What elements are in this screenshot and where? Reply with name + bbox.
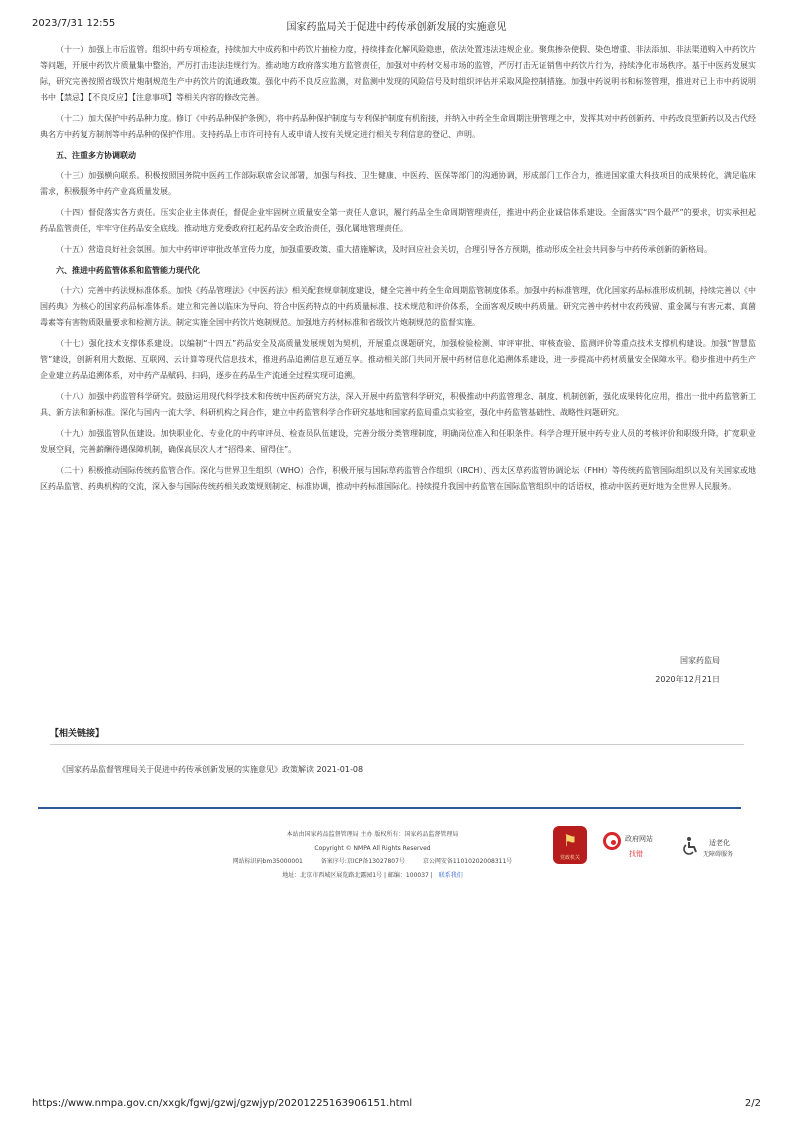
paragraph-17: （十七）强化技术支撑体系建设。以编制“十四五”药品安全及高质量发展规划为契机，开展重点课题研究，加强检验检测、审评审批、审核查验、监测评价等重点技术支撑机构建设。加强“智慧监管”建设，创新利用大数据、互联网、云计算等现代信息技术，推进药品追溯信息互通互享。推动相关部门共同开展中药材信息化追溯体系建设，进一步提高中药材质量安全保障水平。稳步推进中药生产企业建立药品追溯体系，对中药产品赋码、扫码，逐步在药品生产流通全过程实现可追溯。 <box>40 339 756 380</box>
party-gov-badge[interactable] <box>553 826 587 864</box>
page-number: 2/2 <box>744 1098 761 1109</box>
accessibility-line1: 适老化 <box>709 839 730 847</box>
footer-sponsor: 本站由国家药品监督管理局 主办 版权所有：国家药品监督管理局 <box>286 831 459 838</box>
paragraph-18: （十八）加强中药监管科学研究。鼓励运用现代科学技术和传统中医药研究方法，深入开展中药监管科学研究，积极推动中药监管理念、制度、机制创新，强化成果转化应用，推出一批中药监管新工具、新方法和新标准。深化与国内一流大学、科研机构之间合作，建立中药监管科学合作研究基地和国家药监局重点实验室，强化中药监管基础性、战略性问题研究。 <box>40 392 756 417</box>
footer-police[interactable]: 京公网安备11010202008311号 <box>422 858 513 865</box>
gov-badge-line1: 政府网站 <box>625 835 653 843</box>
related-divider <box>50 744 744 745</box>
related-link[interactable]: 《国家药品监督管理局关于促进中药传承创新发展的实施意见》政策解读 2021-01-08 <box>58 765 364 774</box>
footer-icp[interactable]: 备案序号:京ICP备13027807号 <box>320 858 405 865</box>
paragraph-14: （十四）督促落实各方责任。压实企业主体责任，督促企业牢固树立质量安全第一责任人意识，履行药品全生命周期管理责任，推进中药企业诚信体系建设。全面落实“四个最严”的要求，切实承担起药品监管责任，牢牢守住药品安全底线。推动地方党委政府扛起药品安全政治责任，强化属地管理责任。 <box>40 208 756 233</box>
paragraph-19: （十九）加强监管队伍建设。加快职业化、专业化的中药审评员、检查员队伍建设，完善分级分类管理制度，明确岗位准入和任职条件。科学合理开展中药专业人员的考核评价和职级升降，扩宽职业发展空间，完善薪酬待遇保障机制，确保高层次人才“招得来、留得住”。 <box>40 429 756 454</box>
footer-address: 地址：北京市西城区展览路北露园1号 | 邮编：100037 | <box>282 871 433 879</box>
print-url: https://www.nmpa.gov.cn/xxgk/fgwj/gzwj/gzwjyp/20201225163906151.html <box>32 1098 413 1109</box>
footer-registration <box>200 855 545 869</box>
print-timestamp: 2023/7/31 12:55 <box>32 18 116 29</box>
section-heading-6: 六、推进中药监管体系和监管能力现代化 <box>56 266 200 275</box>
gov-badge-line2: 找错 <box>629 850 643 858</box>
section-heading-5: 五、注重多方协调联动 <box>56 151 136 160</box>
paragraph-15: （十五）营造良好社会氛围。加大中药审评审批改革宣传力度，加强重要政策、重大措施解读，及时回应社会关切，合理引导各方预期，推动形成全社会共同参与中药传承创新的新格局。 <box>56 245 712 254</box>
contact-us-link[interactable]: 联系我们 <box>438 871 463 879</box>
paragraph-11: （十一）加强上市后监管。组织中药专项检查，持续加大中成药和中药饮片抽检力度，持续排查化解风险隐患，依法处置违法违规企业。聚焦掺杂使假、染色增重、非法添加、非法渠道购入中药饮片等问题，开展中药饮片质量集中整治，严厉打击违法违规行为。推动地方政府落实地方监管责任，加强对中药材交易市场的监管，严厉打击无证销售中药饮片行为，持续净化市场秩序。基于中医药发展实际，研究完善按照省级饮片炮制规范生产中药饮片的流通政策。强化中药不良反应监测，对监测中发现的风险信号及时组织评估并采取风险控制措施。加强中药说明书和标签管理，推进对已上市中药说明书中【禁忌】【不良反应】【注意事项】等相关内容的修改完善。 <box>40 45 756 102</box>
paragraph-13: （十三）加强横向联系。积极按照国务院中医药工作部际联席会议部署，加强与科技、卫生健康、中医药、医保等部门的沟通协调，形成部门工作合力，推进国家重大科技项目的成果转化，满足临床需求，积极服务中药产业高质量发展。 <box>40 171 756 196</box>
print-header <box>32 18 761 32</box>
accessibility-badge[interactable] <box>681 836 751 860</box>
footer-copyright: Copyright © NMPA All Rights Reserved <box>314 844 431 852</box>
party-gov-badge-caption: 党政机关 <box>559 855 580 861</box>
gov-site-logo-icon <box>603 832 621 850</box>
paragraph-12: （十二）加大保护中药品种力度。修订《中药品种保护条例》，将中药品种保护制度与专利保护制度有机衔接，并纳入中药全生命周期注册管理之中，发挥其对中药创新药、中药改良型新药以及古代经典名方中药复方制剂等中药品种的保护作用。支持药品上市许可持有人或申请人按有关规定进行相关专利信息的登记、声明。 <box>40 114 756 139</box>
print-page-title: 国家药监局关于促进中药传承创新发展的实施意见 <box>286 22 507 33</box>
site-footer <box>200 828 545 882</box>
related-links-heading: 【相关链接】 <box>50 729 105 739</box>
print-footer <box>32 1098 761 1112</box>
accessibility-line2: 无障碍服务 <box>703 851 734 858</box>
gov-site-error-badge[interactable] <box>603 832 663 860</box>
footer-divider <box>38 807 741 809</box>
accessibility-icon <box>681 836 701 856</box>
emblem-icon: ⚑ <box>562 831 578 850</box>
signature-org: 国家药监局 <box>680 656 720 665</box>
signature-date: 2020年12月21日 <box>655 675 720 684</box>
related-links <box>50 726 744 775</box>
paragraph-20: （二十）积极推动国际传统药监管合作。深化与世界卫生组织（WHO）合作，积极开展与国际草药监管合作组织（IRCH）、西太区草药监管协调论坛（FHH）等传统药监管国际组织以及有关国家或地区药品监管、药典机构的交流，深入参与国际传统药相关政策规则制定、标准协调，推动中药标准国际化。持续提升我国中药监管在国际监管组织中的话语权，推动中医药更好地为全世界人民服务。 <box>40 466 756 491</box>
footer-site-code: 网站标识码bm35000001 <box>232 858 303 865</box>
paragraph-16: （十六）完善中药法规标准体系。加快《药品管理法》《中医药法》相关配套规章制度建设，健全完善中药全生命周期监管制度体系。加强中药标准管理，优化国家药品标准形成机制，持续完善以《中国药典》为核心的国家药品标准体系。建立和完善以临床为导向、符合中医药特点的中药质量标准、技术规范和评价体系，全面客观反映中药质量。研究完善中药材中农药残留、重金属与有害元素、真菌毒素等有害物质限量要求和检测方法。制定实施全国中药饮片炮制规范。加强地方药材标准和省级饮片炮制规范的监督实施。 <box>40 286 756 327</box>
article-body <box>40 42 756 500</box>
footer-address-row <box>200 869 545 883</box>
